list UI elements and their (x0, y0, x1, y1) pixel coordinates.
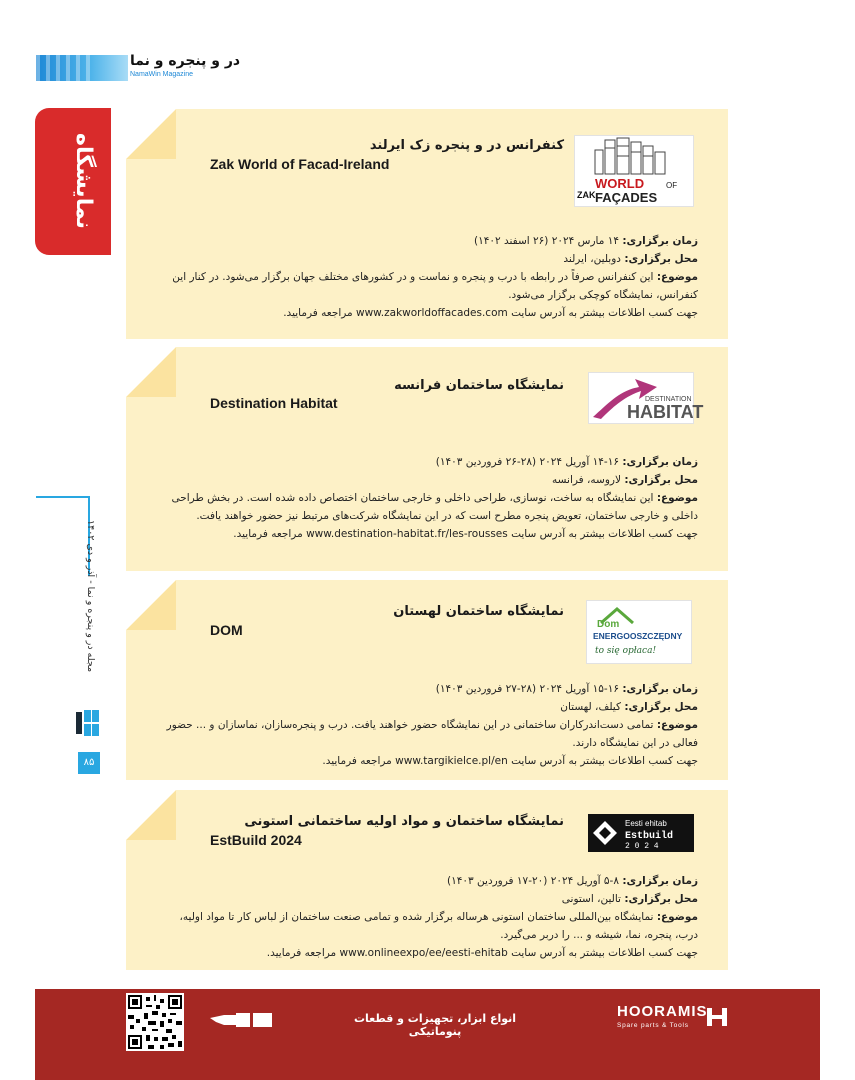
place-value: لاروسه، فرانسه (552, 474, 621, 486)
corner-fold-icon (126, 109, 176, 159)
section-tab-label: نمایشگاه (71, 133, 96, 229)
date-label: زمان برگزاری: (622, 683, 698, 695)
place-label: محل برگزاری: (624, 253, 698, 265)
logo-text-dom: Dom (597, 619, 620, 630)
event-logo-destination-habitat (588, 372, 704, 424)
event-details (156, 453, 698, 543)
date-value: ۱۶-۱۵ آوریل ۲۰۲۴ (۲۸-۲۷ فروردین ۱۴۰۳) (435, 683, 619, 695)
logo-text-habitat: HABITAT (627, 402, 704, 422)
more-info-prefix: جهت کسب اطلاعات بیشتر به آدرس سایت (511, 528, 698, 540)
logo-text-year: 2 0 2 4 (625, 842, 659, 851)
qr-code-icon[interactable] (126, 993, 184, 1051)
more-info-suffix: مراجعه فرمایید. (322, 755, 392, 767)
more-info-prefix: جهت کسب اطلاعات بیشتر به آدرس سایت (511, 947, 698, 959)
side-divider-horizontal (36, 496, 90, 498)
issue-caption: مجله در و پنجره و نما - آذر و دی ۱۴۰۲ (85, 520, 96, 673)
footer-brand-subtitle: Spare parts & Tools (617, 1022, 689, 1029)
magazine-logo: در و پنجره و نما (130, 53, 241, 69)
place-value: کیلف، لهستان (560, 701, 621, 713)
footer-slogan: انواع ابزار، تجهیزات و قطعات پنوماتیکی (353, 1012, 517, 1038)
event-logo-dom (586, 600, 692, 664)
footer-brand: HOORAMIS (617, 1003, 708, 1020)
more-info-prefix: جهت کسب اطلاعات بیشتر به آدرس سایت (511, 307, 698, 319)
event-card-destination-habitat (126, 347, 728, 571)
logo-text-of: OF (666, 181, 678, 190)
event-details (156, 680, 698, 770)
event-title-en: Zak World of Facad-Ireland (210, 156, 390, 172)
event-title-fa: نمایشگاه ساختمان فرانسه (394, 378, 564, 393)
date-value: ۱۶-۱۴ آوریل ۲۰۲۴ (۲۸-۲۶ فروردین ۱۴۰۳) (435, 456, 619, 468)
topic-value: نمایشگاه بین‌المللی ساختمان استونی هرساله برگزار شده و تمامی صنعت ساختمان از لباس کار تا مواد اولیه، درب، پنجره، نما، شیشه و ... را دربر می‌گیرد. (179, 911, 698, 941)
topic-value: این کنفرانس صرفاً در رابطه با درب و پنجره و نماست و در کشورهای مختلف جهان برگزار می‌شود. در کنار این کنفرانس، نمایشگاه کوچکی برگزار می‌شود. (172, 271, 698, 301)
more-info-prefix: جهت کسب اطلاعات بیشتر به آدرس سایت (511, 755, 698, 767)
date-label: زمان برگزاری: (622, 875, 698, 887)
magazine-logo-subtitle: NamaWin Magazine (130, 71, 194, 78)
topic-label: موضوع: (656, 719, 698, 731)
website-link[interactable]: www.onlineexpo/ee/eesti-ehitab (339, 947, 508, 959)
window-icon (76, 708, 100, 738)
date-label: زمان برگزاری: (622, 235, 698, 247)
event-title-en: EstBuild 2024 (210, 832, 302, 848)
header-color-strip (36, 55, 128, 81)
logo-text-destination: DESTINATION (645, 396, 692, 403)
corner-fold-icon (126, 580, 176, 630)
logo-text-estbuild: Estbuild (625, 831, 674, 842)
event-title-en: Destination Habitat (210, 395, 338, 411)
corner-fold-icon (126, 790, 176, 840)
event-logo-world-of-facades (574, 135, 694, 207)
event-card-estbuild (126, 790, 728, 970)
event-details (156, 232, 698, 322)
event-title-fa: نمایشگاه ساختمان لهستان (393, 604, 564, 619)
place-value: دوبلین، ایرلند (563, 253, 621, 265)
logo-text-eesti-ehitab: Eesti ehitab (625, 819, 667, 828)
event-logo-estbuild (588, 814, 694, 852)
hooramis-logo-icon (706, 1006, 728, 1028)
place-value: تالین، استونی (561, 893, 621, 905)
pneumatic-tool-icon (210, 1011, 274, 1029)
date-value: ۸-۵ آوریل ۲۰۲۴ (۲۰-۱۷ فروردین ۱۴۰۳) (447, 875, 619, 887)
event-title-fa: نمایشگاه ساختمان و مواد اولیه ساختمانی استونی (244, 814, 564, 829)
place-label: محل برگزاری: (624, 893, 698, 905)
topic-label: موضوع: (656, 492, 698, 504)
more-info-suffix: مراجعه فرمایید. (233, 528, 303, 540)
topic-value: این نمایشگاه به ساخت، نوسازی، طراحی داخلی و خارجی ساختمان اختصاص داده شده است. در بخش طراحی داخلی و خارجی ساختمان، تعویض پنجره مطرح است که در این نمایشگاه شرکت‌های مرتبط نیز حضور خواهند یافت. (171, 492, 698, 522)
event-details (156, 872, 698, 962)
logo-text-slogan: to się opłaca! (595, 646, 657, 656)
date-label: زمان برگزاری: (622, 456, 698, 468)
website-link[interactable]: www.destination-habitat.fr/les-rousses (306, 528, 508, 540)
more-info-suffix: مراجعه فرمایید. (283, 307, 353, 319)
logo-text-energooszczedny: ENERGOOSZCZĘDNY (593, 631, 683, 641)
website-link[interactable]: www.targikielce.pl/en (395, 755, 508, 767)
place-label: محل برگزاری: (624, 701, 698, 713)
event-card-zak (126, 109, 728, 339)
more-info-suffix: مراجعه فرمایید. (266, 947, 337, 959)
place-label: محل برگزاری: (624, 474, 698, 486)
topic-value: تمامی دست‌اندرکاران ساختمانی در این نمایشگاه حضور خواهند یافت. درب و پنجره‌سازان، نماسازان و ... حضور فعالی در این نمایشگاه دارند. (166, 719, 698, 749)
event-card-dom (126, 580, 728, 780)
corner-fold-icon (126, 347, 176, 397)
logo-text-zak: ZAK (577, 190, 596, 200)
website-link[interactable]: www.zakworldoffacades.com (356, 307, 508, 319)
page-number: ۸۵ (78, 752, 100, 774)
topic-label: موضوع: (656, 911, 698, 923)
event-title-en: DOM (210, 622, 243, 638)
event-title-fa: کنفرانس در و پنجره زک ایرلند (369, 138, 564, 153)
logo-text-world: WORLD (595, 176, 645, 191)
logo-text-facades: FAÇADES (595, 190, 658, 205)
date-value: ۱۴ مارس ۲۰۲۴ (۲۶ اسفند ۱۴۰۲) (473, 235, 619, 247)
topic-label: موضوع: (656, 271, 698, 283)
